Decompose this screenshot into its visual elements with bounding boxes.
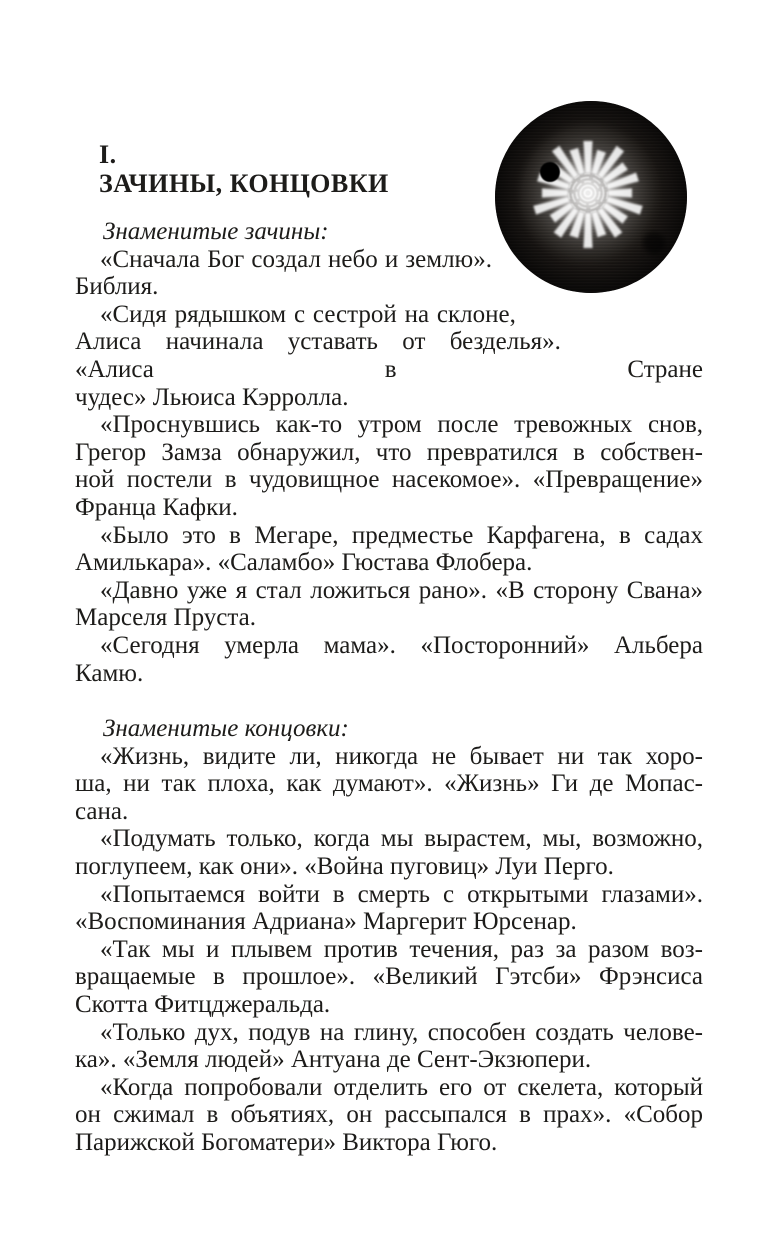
text-line: «Попытаемся войти в смерть с открытыми глазами».	[100, 880, 703, 908]
paragraph	[75, 1074, 703, 1157]
paragraph	[75, 1019, 703, 1074]
text-line: «Было это в Мегаре, предместье Карфагена, в садах	[100, 521, 703, 549]
text-column	[75, 100, 703, 1157]
text-line: «Так мы и плывем против течения, раз за разом воз-	[100, 935, 703, 963]
text-line: Библия.	[75, 273, 159, 301]
text-line: Алиса начинала уставать от безделья». «Алиса в Стране	[75, 328, 703, 383]
section-heading: Знаменитые зачины:	[103, 218, 329, 245]
sunburst-illustration	[492, 100, 690, 330]
text-line: Камю.	[75, 659, 144, 687]
text-line: чудес» Льюиса Кэрролла.	[75, 383, 349, 411]
paragraph	[75, 522, 703, 577]
text-line: ной постели в чудовищное насекомое». «Превращение»	[75, 466, 703, 494]
text-line: «Сидя рядышком с сестрой на склоне,	[100, 300, 516, 328]
text-line: «Сегодня умерла мама». «Посторонний» Альбера	[100, 631, 703, 659]
paragraph	[75, 936, 703, 1019]
text-line: «Жизнь, видите ли, никогда не бывает ни так хоро-	[100, 742, 703, 770]
text-line: ка». «Земля людей» Антуана де Сент-Экзюпери.	[75, 1046, 592, 1074]
paragraph	[75, 411, 703, 521]
text-line: «Воспоминания Адриана» Маргерит Юрсенар.	[75, 908, 577, 936]
paragraph	[75, 632, 703, 687]
paragraph	[75, 577, 703, 632]
text-line: Грегор Замза обнаружил, что превратился в собствен-	[75, 438, 703, 466]
text-line: Амилькара». «Саламбо» Гюстава Флобера.	[75, 549, 533, 577]
text-line: «Подумать только, когда мы вырастем, мы, возможно,	[100, 825, 703, 853]
text-line: Парижской Богоматери» Виктора Гюго.	[75, 1129, 498, 1156]
sunburst-image	[492, 100, 690, 298]
text-line: вращаемые в прошлое». «Великий Гэтсби» Фрэнсиса	[75, 963, 703, 991]
text-line: Скотта Фитцджеральда.	[75, 991, 331, 1019]
section-paragraphs	[75, 743, 703, 1157]
text-line: Марселя Пруста.	[75, 604, 256, 632]
paragraph	[75, 881, 703, 936]
text-line: поглупеем, как они». «Война пуговиц» Луи Перго.	[75, 853, 614, 881]
section-heading: Знаменитые концовки:	[103, 715, 349, 743]
text-line: «Только дух, подув на глину, способен создать челове-	[100, 1018, 703, 1046]
text-line: он сжимал в объятиях, он рассыпался в прах». «Собор	[75, 1101, 703, 1129]
text-line: ша, ни так плоха, как думают». «Жизнь» Ги де Мопас-	[75, 770, 703, 798]
paragraph	[75, 743, 703, 826]
chapter-title: ЗАЧИНЫ, КОНЦОВКИ	[99, 169, 389, 198]
section-famous-endings	[75, 715, 703, 1157]
text-line: «Сначала Бог создал небо и землю».	[100, 245, 492, 273]
text-line: «Проснувшись как-то утром после тревожных снов,	[100, 411, 703, 439]
text-line: «Когда попробовали отделить его от скелета, который	[100, 1073, 703, 1101]
text-line: сана.	[75, 797, 129, 825]
paragraph	[75, 825, 703, 880]
chapter-number: I.	[99, 140, 117, 169]
text-line: Франца Кафки.	[75, 493, 238, 521]
text-line: «Давно уже я стал ложиться рано». «В сторону Свана»	[100, 576, 703, 604]
